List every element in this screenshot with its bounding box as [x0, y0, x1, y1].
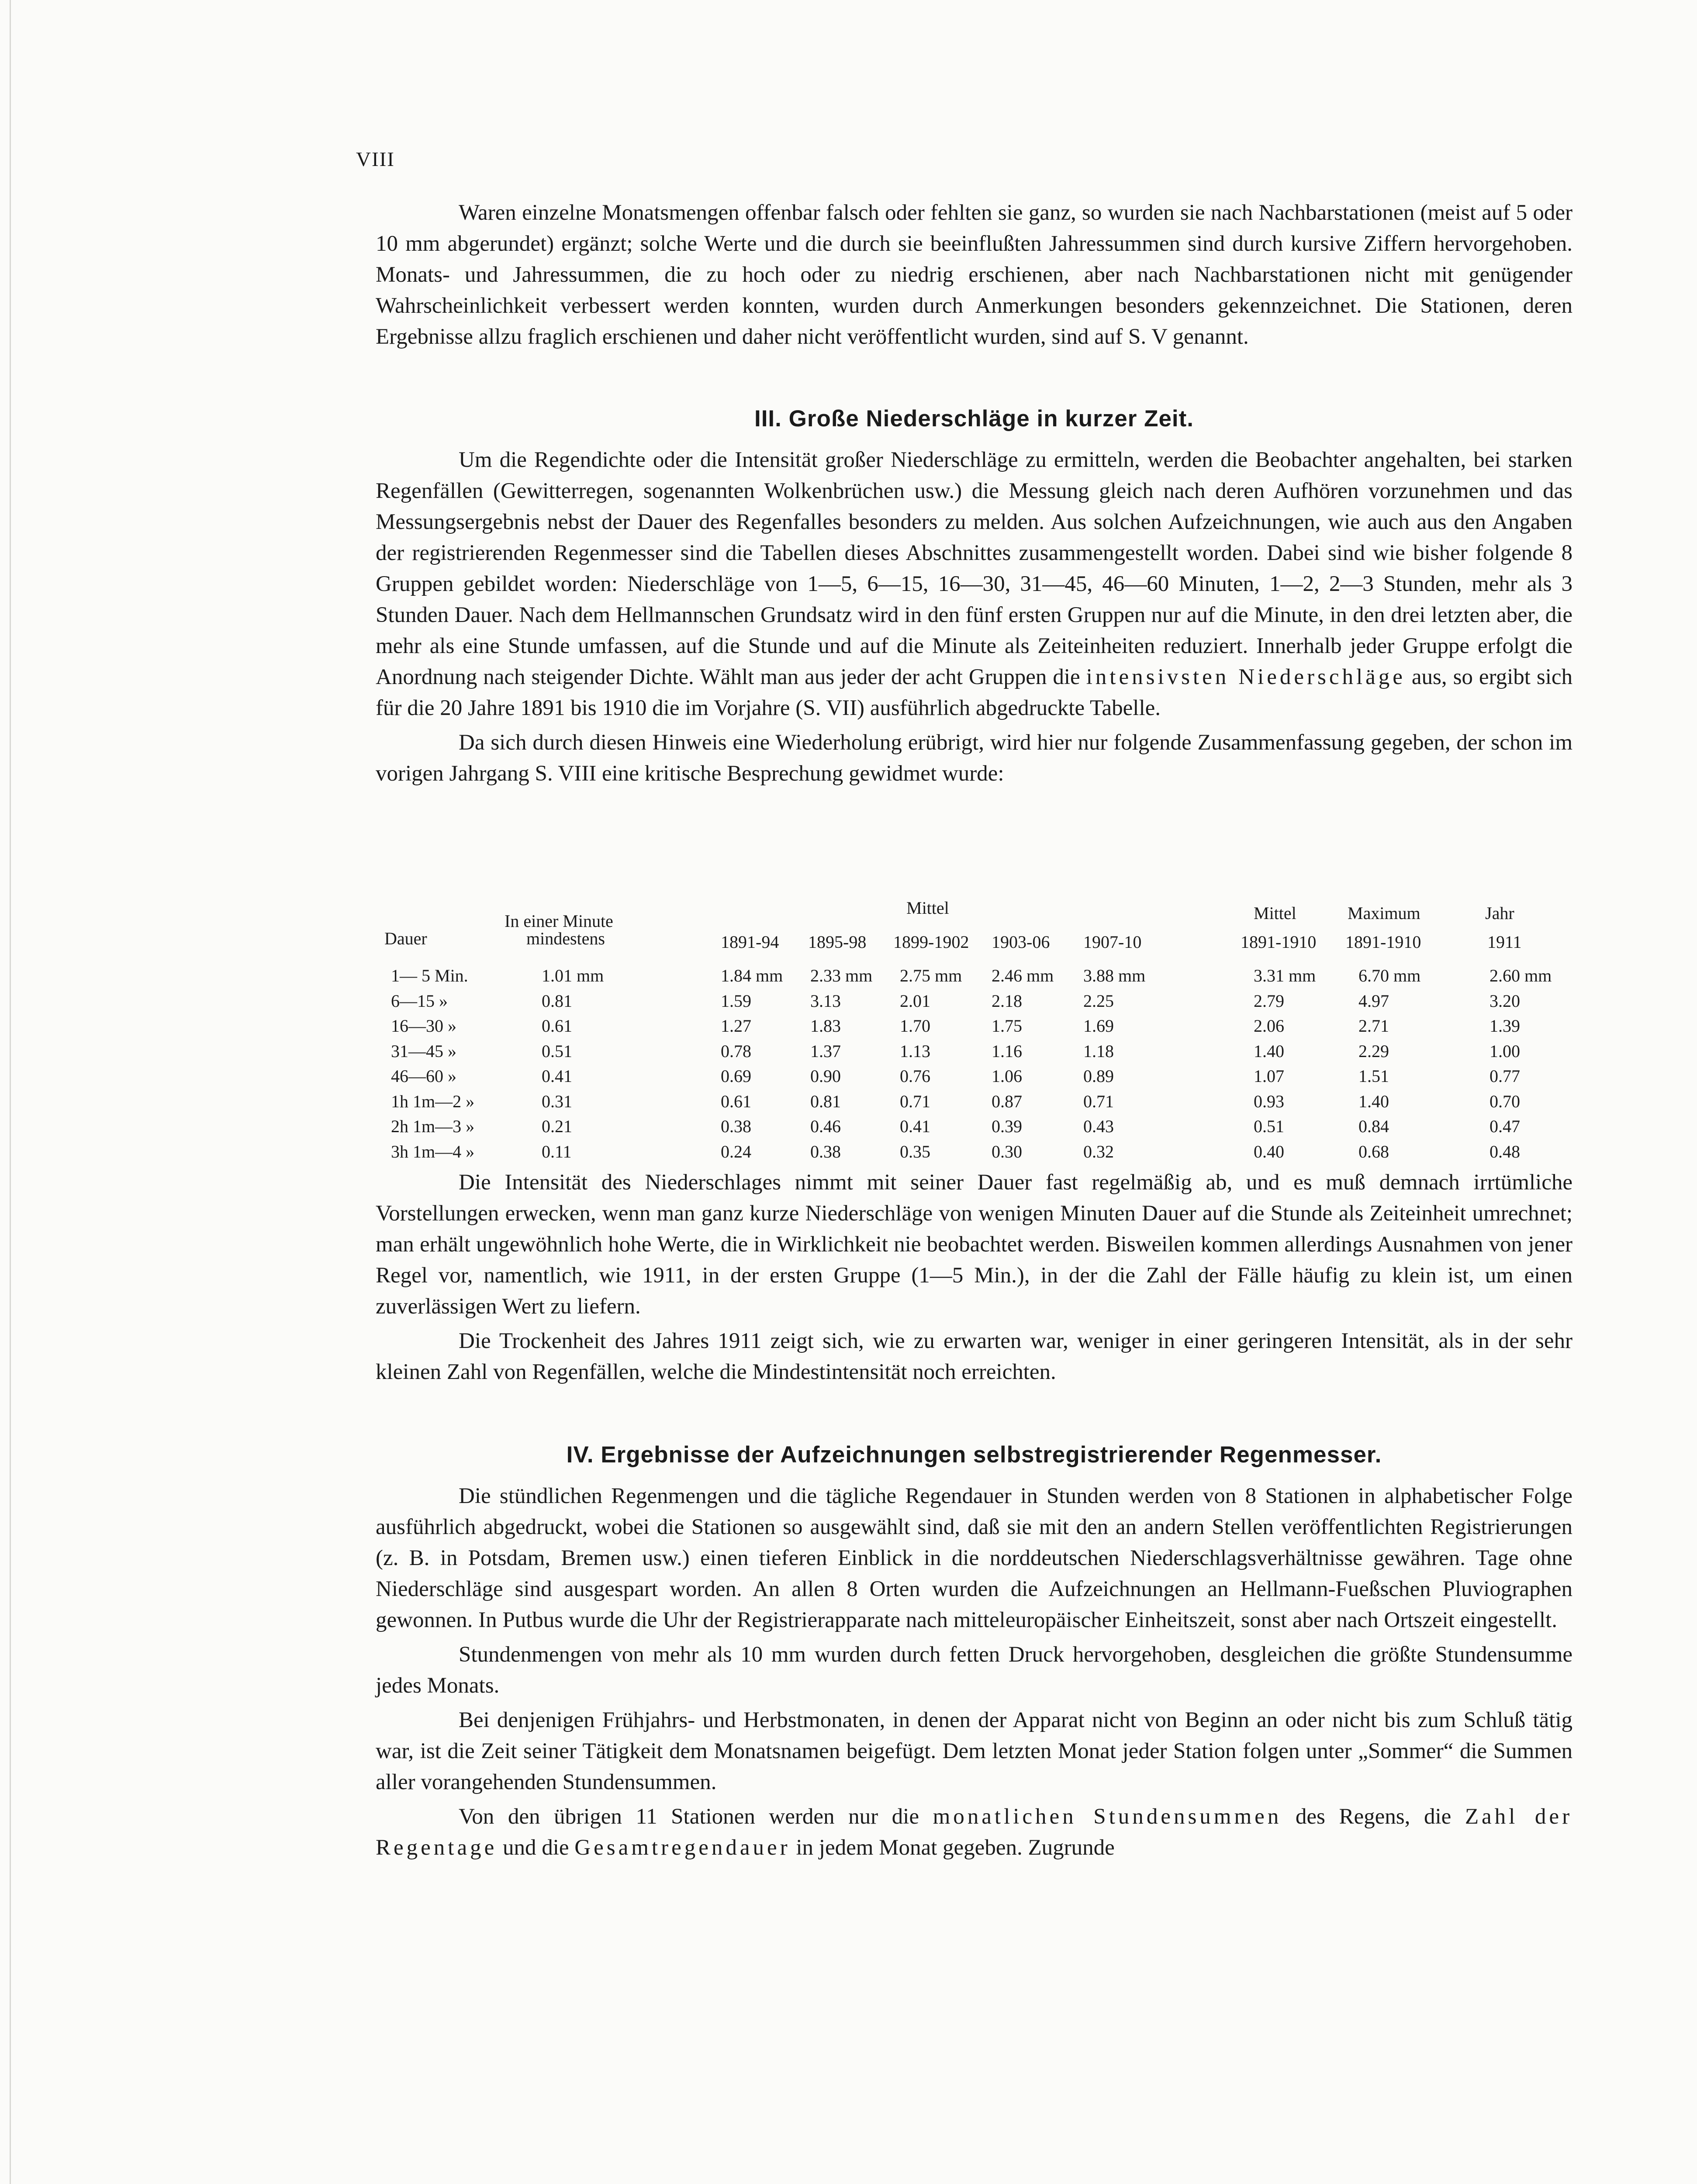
table-cell-min: 0.51 [542, 1041, 572, 1061]
table-cell-v1: 0.24 [721, 1141, 751, 1161]
table-cell-v1: 0.69 [721, 1066, 751, 1086]
header-dauer: Dauer [384, 929, 427, 948]
table-cell-v4: 1.75 [992, 1016, 1022, 1036]
table-cell-jahr: 2.60 mm [1490, 966, 1552, 985]
table-cell-jahr: 1.39 [1490, 1016, 1520, 1036]
table-cell-mittel: 2.79 [1254, 991, 1284, 1011]
header-maximum: Maximum [1348, 903, 1421, 923]
table-cell-mittel: 1.07 [1254, 1066, 1284, 1086]
table-cell-v5: 3.88 mm [1083, 966, 1146, 985]
table-cell-v3: 2.75 mm [900, 966, 962, 985]
table-cell-min: 0.61 [542, 1016, 572, 1036]
header-period-1: 1891-94 [721, 932, 779, 952]
header-period-2: 1895-98 [808, 932, 867, 952]
table-cell-jahr: 1.00 [1490, 1041, 1520, 1061]
header-jahr-value: 1911 [1487, 932, 1522, 952]
section-4-paragraph-4 [376, 1801, 1573, 1863]
spaced-emphasis: monatlichen Stundensummen [933, 1804, 1282, 1829]
table-cell-v1: 0.38 [721, 1116, 751, 1136]
section-4-body [376, 1481, 1573, 1863]
section-3-body-continued [376, 1167, 1573, 1388]
header-period-5: 1907-10 [1083, 932, 1142, 952]
header-mittel-group: Mittel [906, 898, 949, 918]
section-3-body [376, 445, 1573, 789]
header-period-3: 1899-1902 [893, 932, 969, 952]
table-cell-v2: 3.13 [810, 991, 841, 1011]
table-cell-v1: 0.78 [721, 1041, 751, 1061]
table-cell-v2: 0.46 [810, 1116, 841, 1136]
table-cell-v4: 0.39 [992, 1116, 1022, 1136]
table-cell-v3: 0.41 [900, 1116, 930, 1136]
table-cell-v2: 2.33 mm [810, 966, 873, 985]
table-cell-dauer: 6—15 » [391, 991, 448, 1011]
table-cell-v5: 0.43 [1083, 1116, 1114, 1136]
intro-block [376, 197, 1573, 352]
table-cell-v5: 1.18 [1083, 1041, 1114, 1061]
table-cell-jahr: 0.48 [1490, 1141, 1520, 1161]
table-cell-v1: 1.59 [721, 991, 751, 1011]
text-run: Um die Regendichte oder die Intensität großer Niederschläge zu ermitteln, werden die Beobachter angehalten, bei starken Regenfällen (Gewitterregen, sogenannten Wolkenbrüchen usw.) die Messung gleich nach deren Aufhören vorzunehmen und das Messungsergebnis nebst der Dauer des Regenfalles besonders zu melden. Aus solchen Aufzeichnungen, wie auch aus den Angaben der registrierenden Regenmesser sind die Tabellen dieses Abschnittes zusammengestellt worden. Dabei sind wie bisher folgende 8 Gruppen gebildet worden: Niederschläge von 1—5, 6—15, 16—30, 31—45, 46—60 Minuten, 1—2, 2—3 Stunden, mehr als 3 Stunden Dauer. Nach dem Hellmannschen Grundsatz wird in den fünf ersten Gruppen nur auf die Minute, in den drei letzten aber, die mehr als eine Stunde umfassen, auf die Stunde und auf die Minute als Zeiteinheiten reduziert. Innerhalb jeder Gruppe erfolgt die Anordnung nach steigender Dichte. Wählt man aus jeder der acht Gruppen die [376, 448, 1573, 689]
section-3-paragraph-4: Die Trockenheit des Jahres 1911 zeigt sich, wie zu erwarten war, weniger in einer geringeren Intensität, als in der sehr kleinen Zahl von Regenfällen, welche die Mindestintensität noch erreichten. [376, 1329, 1573, 1384]
intro-paragraph: Waren einzelne Monatsmengen offenbar falsch oder fehlten sie ganz, so wurden sie nach Nachbarstationen (meist auf 5 oder 10 mm abgerundet) ergänzt; solche Werte und die durch sie beeinflußten Jahressummen sind durch kursive Ziffern hervorgehoben. Monats- und Jahressummen, die zu hoch oder zu niedrig erschienen, aber nach Nachbarstationen nicht mit genügender Wahrscheinlichkeit verbessert werden konnten, wurden durch Anmerkungen besonders gekennzeichnet. Die Stationen, deren Ergebnisse allzu fraglich erschienen und daher nicht veröffentlicht wurden, sind auf S. V genannt. [376, 200, 1573, 349]
table-cell-dauer: 1— 5 Min. [391, 966, 468, 985]
header-maximum-period: 1891-1910 [1345, 932, 1421, 952]
table-cell-max: 1.40 [1358, 1091, 1389, 1111]
table-cell-v2: 1.83 [810, 1016, 841, 1036]
table-cell-v3: 1.70 [900, 1016, 930, 1036]
table-cell-dauer: 16—30 » [391, 1016, 456, 1036]
table-cell-min: 0.81 [542, 991, 572, 1011]
section-4-title: IV. Ergebnisse der Aufzeichnungen selbstregistrierender Regenmesser. [566, 1442, 1382, 1468]
header-minute-line1: In einer Minute [505, 911, 613, 931]
header-minute-line2: mindestens [526, 929, 605, 948]
table-cell-v1: 1.84 mm [721, 966, 783, 985]
table-cell-dauer: 3h 1m—4 » [391, 1141, 475, 1161]
table-cell-min: 0.21 [542, 1116, 572, 1136]
table-cell-mittel: 0.40 [1254, 1141, 1284, 1161]
table-cell-dauer: 46—60 » [391, 1066, 456, 1086]
table-cell-v5: 0.32 [1083, 1141, 1114, 1161]
table-cell-min: 1.01 mm [542, 966, 604, 985]
text-run: in jedem Monat gegeben. Zugrunde [796, 1835, 1115, 1860]
header-mittel: Mittel [1254, 903, 1296, 923]
table-cell-v2: 0.81 [810, 1091, 841, 1111]
table-cell-v3: 0.71 [900, 1091, 930, 1111]
table-cell-v3: 2.01 [900, 991, 930, 1011]
table-cell-v1: 1.27 [721, 1016, 751, 1036]
table-cell-jahr: 0.47 [1490, 1116, 1520, 1136]
table-cell-max: 0.84 [1358, 1116, 1389, 1136]
header-period-4: 1903-06 [992, 932, 1050, 952]
table-cell-v2: 0.38 [810, 1141, 841, 1161]
table-cell-max: 4.97 [1358, 991, 1389, 1011]
spaced-emphasis: intensivsten Niederschläge [1086, 665, 1406, 689]
table-cell-v5: 0.71 [1083, 1091, 1114, 1111]
table-cell-max: 2.29 [1358, 1041, 1389, 1061]
table-cell-v4: 2.18 [992, 991, 1022, 1011]
table-cell-max: 2.71 [1358, 1016, 1389, 1036]
table-cell-max: 6.70 mm [1358, 966, 1421, 985]
table-cell-v3: 0.35 [900, 1141, 930, 1161]
table-cell-v4: 1.06 [992, 1066, 1022, 1086]
table-cell-dauer: 31—45 » [391, 1041, 456, 1061]
table-cell-v2: 0.90 [810, 1066, 841, 1086]
table-cell-v3: 1.13 [900, 1041, 930, 1061]
table-cell-v4: 0.30 [992, 1141, 1022, 1161]
header-jahr: Jahr [1485, 903, 1514, 923]
table-cell-mittel: 1.40 [1254, 1041, 1284, 1061]
page-number: VIII [356, 148, 395, 171]
section-3-paragraph-1 [376, 445, 1573, 724]
table-cell-mittel: 3.31 mm [1254, 966, 1316, 985]
text-run: und die [502, 1835, 569, 1860]
scan-margin-line [10, 0, 11, 2184]
table-cell-dauer: 1h 1m—2 » [391, 1091, 475, 1111]
section-3-paragraph-2: Da sich durch diesen Hinweis eine Wiederholung erübrigt, wird hier nur folgende Zusammenfassung gegeben, der schon im vorigen Jahrgang S. VIII eine kritische Besprechung gewidmet wurde: [376, 730, 1573, 786]
table-cell-v2: 1.37 [810, 1041, 841, 1061]
header-mittel-period: 1891-1910 [1241, 932, 1317, 952]
table-cell-v5: 0.89 [1083, 1066, 1114, 1086]
section-4-paragraph-3: Bei denjenigen Frühjahrs- und Herbstmonaten, in denen der Apparat nicht von Beginn an oder nicht bis zum Schluß tätig war, ist die Zeit seiner Tätigkeit dem Monatsnamen beigefügt. Dem letzten Monat jeder Station folgen unter „Sommer“ die Summen aller vorangehenden Stundensummen. [376, 1708, 1573, 1794]
table-cell-min: 0.41 [542, 1066, 572, 1086]
table-cell-v4: 0.87 [992, 1091, 1022, 1111]
table-cell-mittel: 0.51 [1254, 1116, 1284, 1136]
table-cell-jahr: 0.77 [1490, 1066, 1520, 1086]
section-3-paragraph-3: Die Intensität des Niederschlages nimmt mit seiner Dauer fast regelmäßig ab, und es muß demnach irrtümliche Vorstellungen erwecken, wenn man ganz kurze Niederschläge von wenigen Minuten Dauer auf die Stunde als Zeiteinheit umrechnet; man erhält ungewöhnlich hohe Werte, die in Wirklichkeit nie beobachtet werden. Bisweilen kommen allerdings Ausnahmen von jener Regel vor, namentlich, wie 1911, in der ersten Gruppe (1—5 Min.), in der die Zahl der Fälle häufig zu klein ist, um einen zuverlässigen Wert zu liefern. [376, 1170, 1573, 1319]
table-cell-mittel: 2.06 [1254, 1016, 1284, 1036]
table-cell-jahr: 3.20 [1490, 991, 1520, 1011]
intensity-table [384, 898, 1581, 1161]
table-cell-v4: 1.16 [992, 1041, 1022, 1061]
table-cell-v5: 1.69 [1083, 1016, 1114, 1036]
section-4-paragraph-1: Die stündlichen Regenmengen und die tägliche Regendauer in Stunden werden von 8 Stationen in alphabetischer Folge ausführlich abgedruckt, wobei die Stationen so ausgewählt sind, daß sie mit den an andern Stellen veröffentlichten Registrierungen (z. B. in Potsdam, Bremen usw.) einen tieferen Einblick in die norddeutschen Niederschlagsverhältnisse gewähren. Tage ohne Niederschläge sind ausgespart worden. An allen 8 Orten wurden die Aufzeichnungen an Hellmann-Fueßschen Pluviographen gewonnen. In Putbus wurde die Uhr der Registrierapparate nach mitteleuropäischer Einheitszeit, sonst aber nach Ortszeit eingestellt. [376, 1484, 1573, 1632]
text-run: des Regens, die [1295, 1804, 1452, 1829]
section-4-paragraph-2: Stundenmengen von mehr als 10 mm wurden durch fetten Druck hervorgehoben, desgleichen die größte Stundensumme jedes Monats. [376, 1642, 1573, 1698]
table-cell-min: 0.11 [542, 1141, 572, 1161]
spaced-emphasis: Gesamtregendauer [574, 1835, 791, 1860]
table-cell-v5: 2.25 [1083, 991, 1114, 1011]
table-cell-jahr: 0.70 [1490, 1091, 1520, 1111]
table-cell-v4: 2.46 mm [992, 966, 1054, 985]
table-cell-max: 0.68 [1358, 1141, 1389, 1161]
spaced-emphasis: Zahl der Regentage [376, 1804, 1573, 1860]
table-cell-max: 1.51 [1358, 1066, 1389, 1086]
table-cell-mittel: 0.93 [1254, 1091, 1284, 1111]
table-cell-min: 0.31 [542, 1091, 572, 1111]
table-cell-v3: 0.76 [900, 1066, 930, 1086]
table-cell-v1: 0.61 [721, 1091, 751, 1111]
text-run: Von den übrigen 11 Stationen werden nur die [459, 1804, 919, 1829]
section-3-title: III. Große Niederschläge in kurzer Zeit. [754, 406, 1194, 432]
table-cell-dauer: 2h 1m—3 » [391, 1116, 475, 1136]
text-run: aus, so ergibt sich für die 20 Jahre 1891 bis 1910 die im Vorjahre (S. VII) ausführlich abgedruckte Tabelle. [376, 665, 1573, 720]
